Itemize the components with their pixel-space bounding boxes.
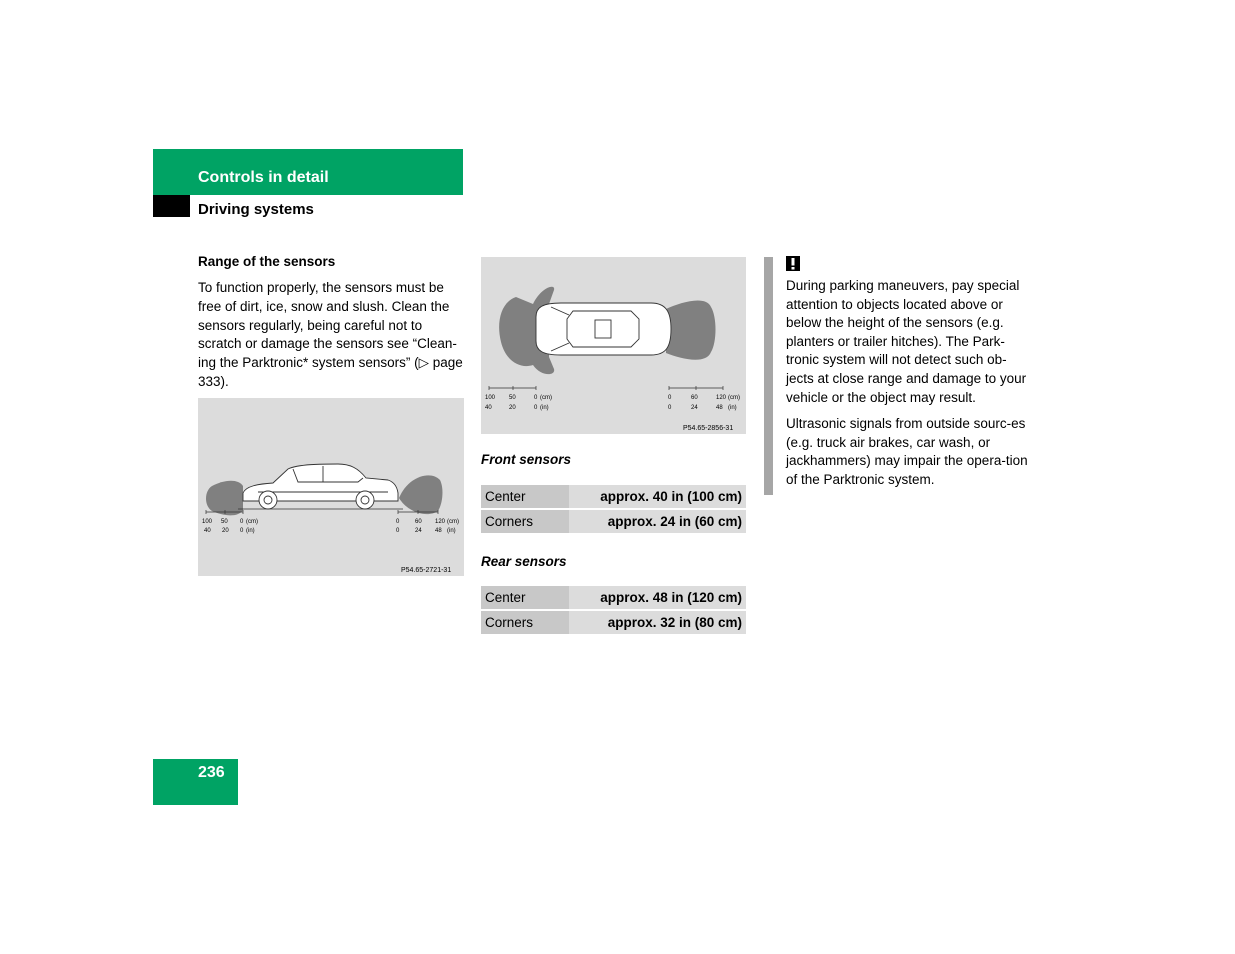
scale-label: 60 bbox=[691, 395, 698, 401]
rear-sensor-zone bbox=[399, 475, 442, 514]
rear-sensors-caption: Rear sensors bbox=[481, 554, 567, 569]
front-sensor-zone bbox=[206, 481, 243, 516]
scale-label: 0 bbox=[668, 395, 672, 401]
table-row bbox=[481, 485, 746, 509]
row-value: approx. 32 in (80 cm) bbox=[569, 610, 746, 635]
page-number-box bbox=[153, 759, 238, 805]
section-title: Controls in detail bbox=[198, 169, 329, 186]
scale-label: 100 bbox=[485, 395, 496, 401]
row-value: approx. 48 in (120 cm) bbox=[569, 586, 746, 610]
scale-label: 0 bbox=[396, 528, 400, 534]
scale-label: 24 bbox=[415, 528, 422, 534]
scale-unit: (in) bbox=[246, 528, 255, 534]
range-heading: Range of the sensors bbox=[198, 254, 336, 269]
note-sidebar bbox=[764, 257, 773, 495]
scale-label: 0 bbox=[240, 528, 244, 534]
note-paragraph: During parking maneuvers, pay special attention to objects located above or below the height of the sensors (e.g. planters or trailer hitches). The Park-tronic system will not detect such ob-jects at close range and damage to your vehicle or the object may result. bbox=[786, 278, 1027, 405]
scale-label: 24 bbox=[691, 405, 698, 411]
front-sensors-table bbox=[481, 485, 746, 535]
scale-label: 0 bbox=[396, 519, 400, 525]
scale-unit: (cm) bbox=[540, 395, 552, 401]
scale-label: 60 bbox=[415, 519, 422, 525]
scale-unit: (cm) bbox=[728, 395, 740, 401]
rear-sensors-table bbox=[481, 586, 746, 636]
scale-label: 0 bbox=[534, 395, 538, 401]
row-label: Corners bbox=[481, 610, 569, 635]
car-top-outline bbox=[536, 303, 671, 355]
right-scale bbox=[669, 386, 723, 390]
scale-label: 0 bbox=[668, 405, 672, 411]
range-body-text: To function properly, the sensors must be free of dirt, ice, snow and slush. Clean the sensors regularly, being careful not to scratch or damage the sensors see “Clean-ing the Parktronic* system sensors” (▷ page 333). bbox=[198, 280, 463, 389]
car-side-outline bbox=[243, 464, 398, 509]
scale-unit: (cm) bbox=[246, 519, 258, 525]
scale-unit: (cm) bbox=[447, 519, 459, 525]
scale-label: 0 bbox=[534, 405, 538, 411]
left-scale bbox=[489, 386, 536, 390]
scale-label: 50 bbox=[509, 395, 516, 401]
table-row bbox=[481, 586, 746, 610]
note-text bbox=[786, 277, 1030, 498]
scale-unit: (in) bbox=[728, 405, 737, 411]
scale-label: 0 bbox=[240, 519, 244, 525]
table-row bbox=[481, 509, 746, 534]
scale-label: 120 bbox=[716, 395, 727, 401]
figure-code: P54.65-2721-31 bbox=[401, 567, 452, 574]
scale-label: 40 bbox=[204, 528, 211, 534]
rear-sensor-zone bbox=[666, 301, 716, 360]
scale-label: 50 bbox=[221, 519, 228, 525]
subsection-title: Driving systems bbox=[198, 201, 314, 218]
row-label: Center bbox=[481, 485, 569, 509]
table-row bbox=[481, 610, 746, 635]
side-view-figure bbox=[198, 398, 464, 576]
scale-label: 120 bbox=[435, 519, 446, 525]
subsection-marker bbox=[153, 195, 190, 217]
top-view-figure bbox=[481, 257, 746, 434]
figure-code: P54.65-2856-31 bbox=[683, 425, 734, 432]
scale-label: 20 bbox=[509, 405, 516, 411]
scale-label: 100 bbox=[202, 519, 213, 525]
note-paragraph: Ultrasonic signals from outside sourc-es (e.g. truck air brakes, car wash, or jackhammers) may impair the opera-tion of the Parktronic system. bbox=[786, 416, 1028, 487]
row-value: approx. 24 in (60 cm) bbox=[569, 509, 746, 534]
row-value: approx. 40 in (100 cm) bbox=[569, 485, 746, 509]
page-number: 236 bbox=[198, 764, 225, 781]
scale-unit: (in) bbox=[540, 405, 549, 411]
scale-label: 40 bbox=[485, 405, 492, 411]
row-label: Center bbox=[481, 586, 569, 610]
front-sensors-caption: Front sensors bbox=[481, 452, 572, 467]
scale-label: 48 bbox=[716, 405, 723, 411]
row-label: Corners bbox=[481, 509, 569, 534]
scale-label: 48 bbox=[435, 528, 442, 534]
scale-label: 20 bbox=[222, 528, 229, 534]
exclamation-icon bbox=[786, 255, 802, 273]
scale-unit: (in) bbox=[447, 528, 456, 534]
